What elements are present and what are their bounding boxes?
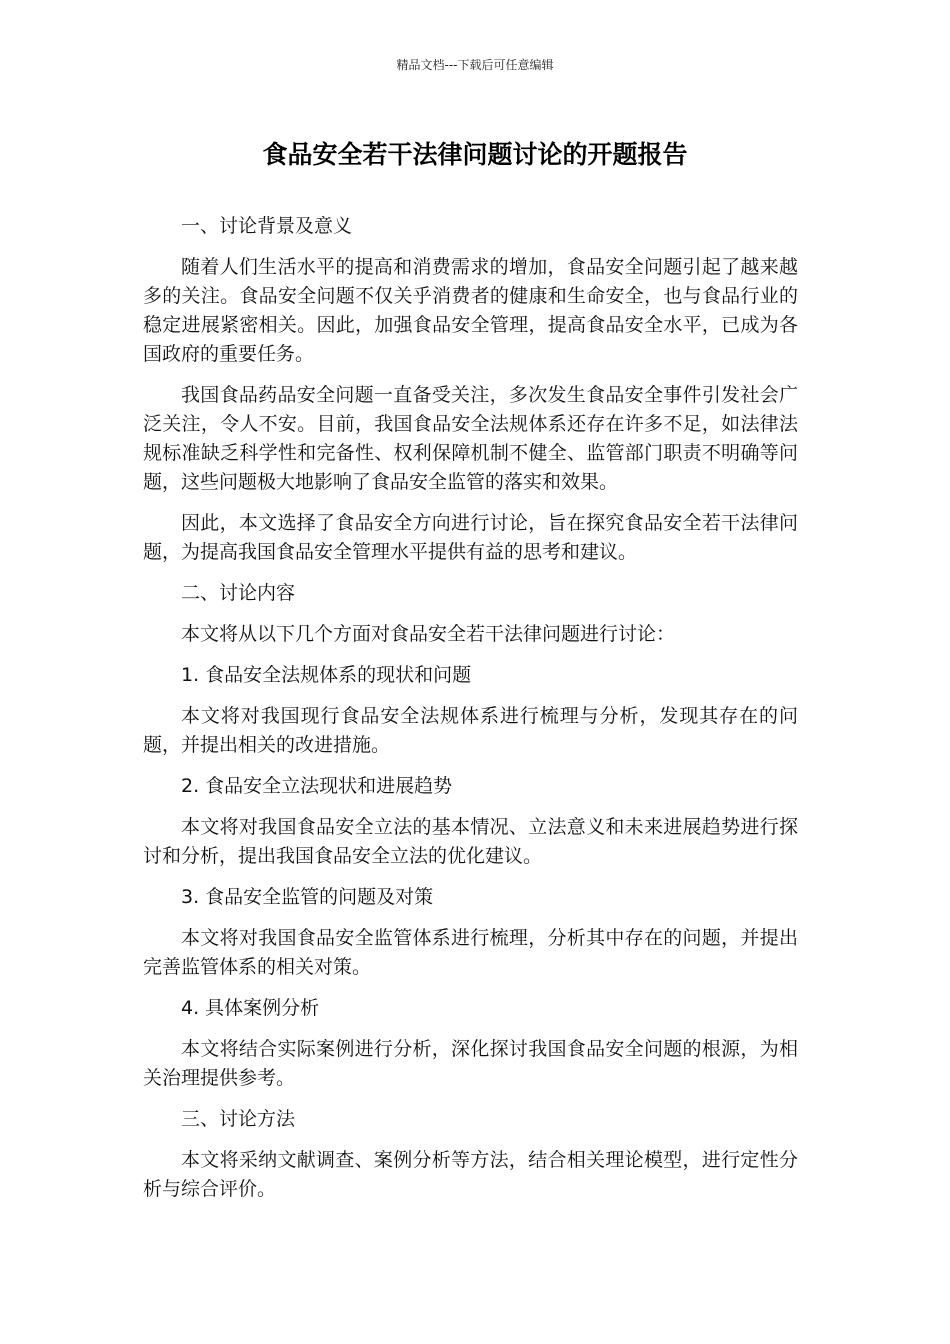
header-note: 精品文档---下载后可任意编辑: [396, 58, 554, 72]
paragraph: 本文将采纳文献调查、案例分析等方法，结合相关理论模型，进行定性分析与综合评价。: [143, 1149, 798, 1200]
subsection-heading-1: 1. 食品安全法规体系的现状和问题: [181, 664, 472, 686]
paragraph: 本文将对我国食品安全立法的基本情况、立法意义和未来进展趋势进行探讨和分析，提出我国食品安全立法的优化建议。: [143, 816, 798, 867]
subsection-heading-4: 4. 具体案例分析: [181, 997, 320, 1019]
paragraph: 本文将从以下几个方面对食品安全若干法律问题进行讨论：: [181, 623, 676, 645]
paragraph: 本文将结合实际案例进行分析，深化探讨我国食品安全问题的根源，为相关治理提供参考。: [143, 1038, 798, 1089]
document-title: 食品安全若干法律问题讨论的开题报告: [262, 140, 688, 169]
section-heading-method: 三、讨论方法: [181, 1108, 296, 1130]
paragraph: 本文将对我国食品安全监管体系进行梳理，分析其中存在的问题，并提出完善监管体系的相关对策。: [143, 927, 798, 978]
section-heading-content: 二、讨论内容: [181, 582, 296, 604]
paragraph: 随着人们生活水平的提高和消费需求的增加，食品安全问题引起了越来越多的关注。食品安全问题不仅关乎消费者的健康和生命安全，也与食品行业的稳定进展紧密相关。因此，加强食品安全管理，提高食品安全水平，已成为各国政府的重要任务。: [143, 256, 798, 365]
paragraph: 我国食品药品安全问题一直备受关注，多次发生食品安全事件引发社会广泛关注，令人不安。目前，我国食品安全法规体系还存在许多不足，如法律法规标准缺乏科学性和完备性、权利保障机制不健全、监管部门职责不明确等问题，这些问题极大地影响了食品安全监管的落实和效果。: [143, 384, 798, 493]
paragraph: 因此，本文选择了食品安全方向进行讨论，旨在探究食品安全若干法律问题，为提高我国食品安全管理水平提供有益的思考和建议。: [143, 512, 798, 563]
subsection-heading-2: 2. 食品安全立法现状和进展趋势: [181, 775, 453, 797]
paragraph: 本文将对我国现行食品安全法规体系进行梳理与分析，发现其存在的问题，并提出相关的改进措施。: [143, 705, 798, 756]
document-body: [143, 212, 798, 1216]
subsection-heading-3: 3. 食品安全监管的问题及对策: [181, 886, 434, 908]
section-heading-background: 一、讨论背景及意义: [181, 215, 353, 237]
